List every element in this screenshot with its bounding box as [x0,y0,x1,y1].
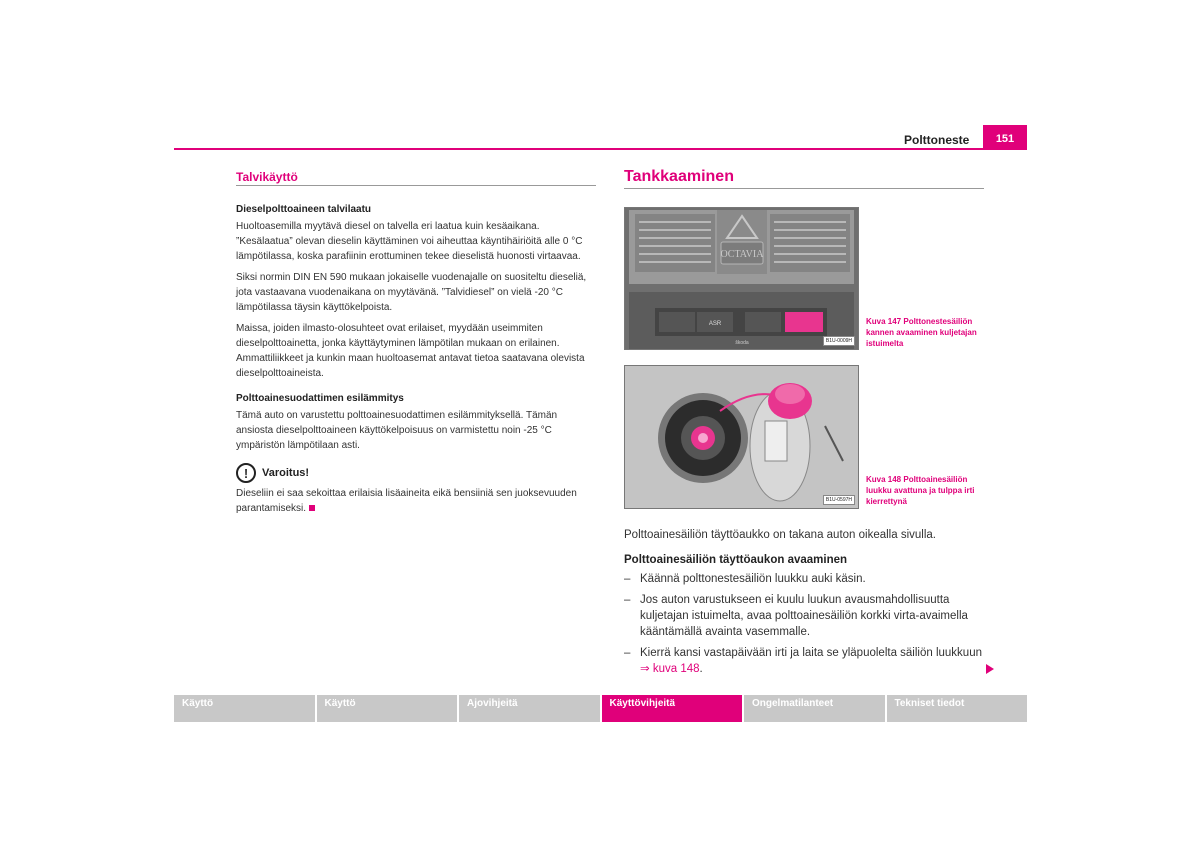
paragraph: Tämä auto on varustettu polttoainesuodattimen esilämmityksellä. Tämän ansiosta dieselpolttoaineen käyttökelpoisuus on varmistettu noin -25 °C ympäristön lämpötilaan asti. [236,410,558,451]
header-rule [174,148,1027,150]
warning-icon: ! [236,463,256,483]
subheading-opening-filler: Polttoainesäiliön täyttöaukon avaaminen [624,554,848,566]
tab-operation-1[interactable]: Käyttö [174,695,315,722]
figure-caption-147: Kuva 147 Polttonestesäiliön kannen avaaminen kuljetajan istuimelta [866,317,977,348]
intro-paragraph: Polttoainesäiliön täyttöaukko on takana auton oikealla sivulla. [624,529,936,541]
figure-fuel-flap-button [624,207,859,350]
figure-code: B1U-0597H [823,495,855,505]
footer-navigation [174,695,1027,722]
right-column [624,527,989,682]
warning-text [236,486,596,516]
figure-fuel-cap-open [624,365,859,509]
subheading-filter-preheat: Polttoainesuodattimen esilämmitys [236,393,404,404]
tab-operation-2[interactable]: Käyttö [317,695,458,722]
tab-troubleshooting[interactable]: Ongelmatilanteet [744,695,885,722]
list-item-text: Käännä polttonestesäiliön luukku auki käsin. [640,573,866,585]
warning-title: Varoitus! [262,466,310,479]
heading-rule-left [236,185,596,186]
brand-label: škoda [735,340,749,346]
list-item: – Kierrä kansi vastapäivään irti ja laita se yläpuolelta säiliön luukkuun ⇒ kuva 148. [624,647,982,675]
section-heading-winter: Talvikäyttö [236,170,298,184]
page-number: 151 [983,125,1027,148]
list-item-text: Jos auton varustukseen ei kuulu luukun avausmahdollisuutta kuljetajan istuimelta, avaa polttoainesäiliön korkki virta-avaimella kääntämällä avainta vasemmalle. [640,594,968,638]
heading-rule-right [624,188,984,189]
figure-reference-link[interactable]: ⇒ kuva 148 [640,663,700,675]
figure-code: B1U-0009H [823,336,855,346]
paragraph: Maissa, joiden ilmasto-olosuhteet ovat erilaiset, myydään useimmiten dieselpolttoainetta, jonka käyttäytyminen lämpötilan mukaan on erilainen. Ammattiliikkeet ja kunkin maan huoltoasemat antavat tietoa saatavana olevista dieselpolttoaineista. [236,323,585,379]
subheading-diesel-winter: Dieselpolttoaineen talvilaatu [236,204,372,215]
continue-arrow-icon [986,664,994,674]
section-heading-refuelling: Tankkaaminen [624,168,734,185]
tab-technical-data[interactable]: Tekniset tiedot [887,695,1028,722]
paragraph: Siksi normin DIN EN 590 mukaan jokaiselle vuodenajalle on suositeltu dieseliä, jota vastaavana vuodenaikana on myytävänä. ”Talvidiesel” on vielä -20 °C lämpötilassa täysin käyttökelpoista. [236,272,587,313]
list-item: – Jos auton varustukseen ei kuulu luukun avausmahdollisuutta kuljetajan istuimelta, avaa polttoainesäiliön korkki virta-avaimella kääntämällä avainta vasemmalle. [624,592,989,640]
warning-header [236,463,596,483]
dashboard-badge: OCTAVIA [720,249,764,260]
tab-driving-tips[interactable]: Ajovihjeitä [459,695,600,722]
fuel-cap-illustration [625,366,858,508]
asr-button-label: ASR [708,321,722,327]
section-end-mark [309,505,315,511]
running-header-title: Polttoneste [904,133,970,147]
tab-usage-tips[interactable]: Käyttövihjeitä [602,695,743,722]
figure-caption-148: Kuva 148 Polttoainesäiliön luukku avattuna ja tulppa irti kierrettynä [866,475,975,506]
dashboard-illustration [625,208,858,349]
paragraph: Huoltoasemilla myytävä diesel on talvella eri laatua kuin kesäaikana. ”Kesälaatua” olevan dieselin käyttäminen voi aiheuttaa käyntihäiriöitä alle 0 °C lämpötilassa, koska parafiinin erottuminen tekee dieselistä huonosti virtaavaa. [236,221,583,262]
list-item-end: . [699,663,703,675]
list-item: – Käännä polttonestesäiliön luukku auki käsin. [624,573,866,585]
list-item-text: Kierrä kansi vastapäivään irti ja laita se yläpuolelta säiliön luukkuun [640,647,982,659]
warning-text-body: Dieseliin ei saa sekoittaa erilaisia lisäaineita eikä bensiiniä sen juoksevuuden parantamiseksi. [236,488,577,514]
left-column [236,202,596,522]
